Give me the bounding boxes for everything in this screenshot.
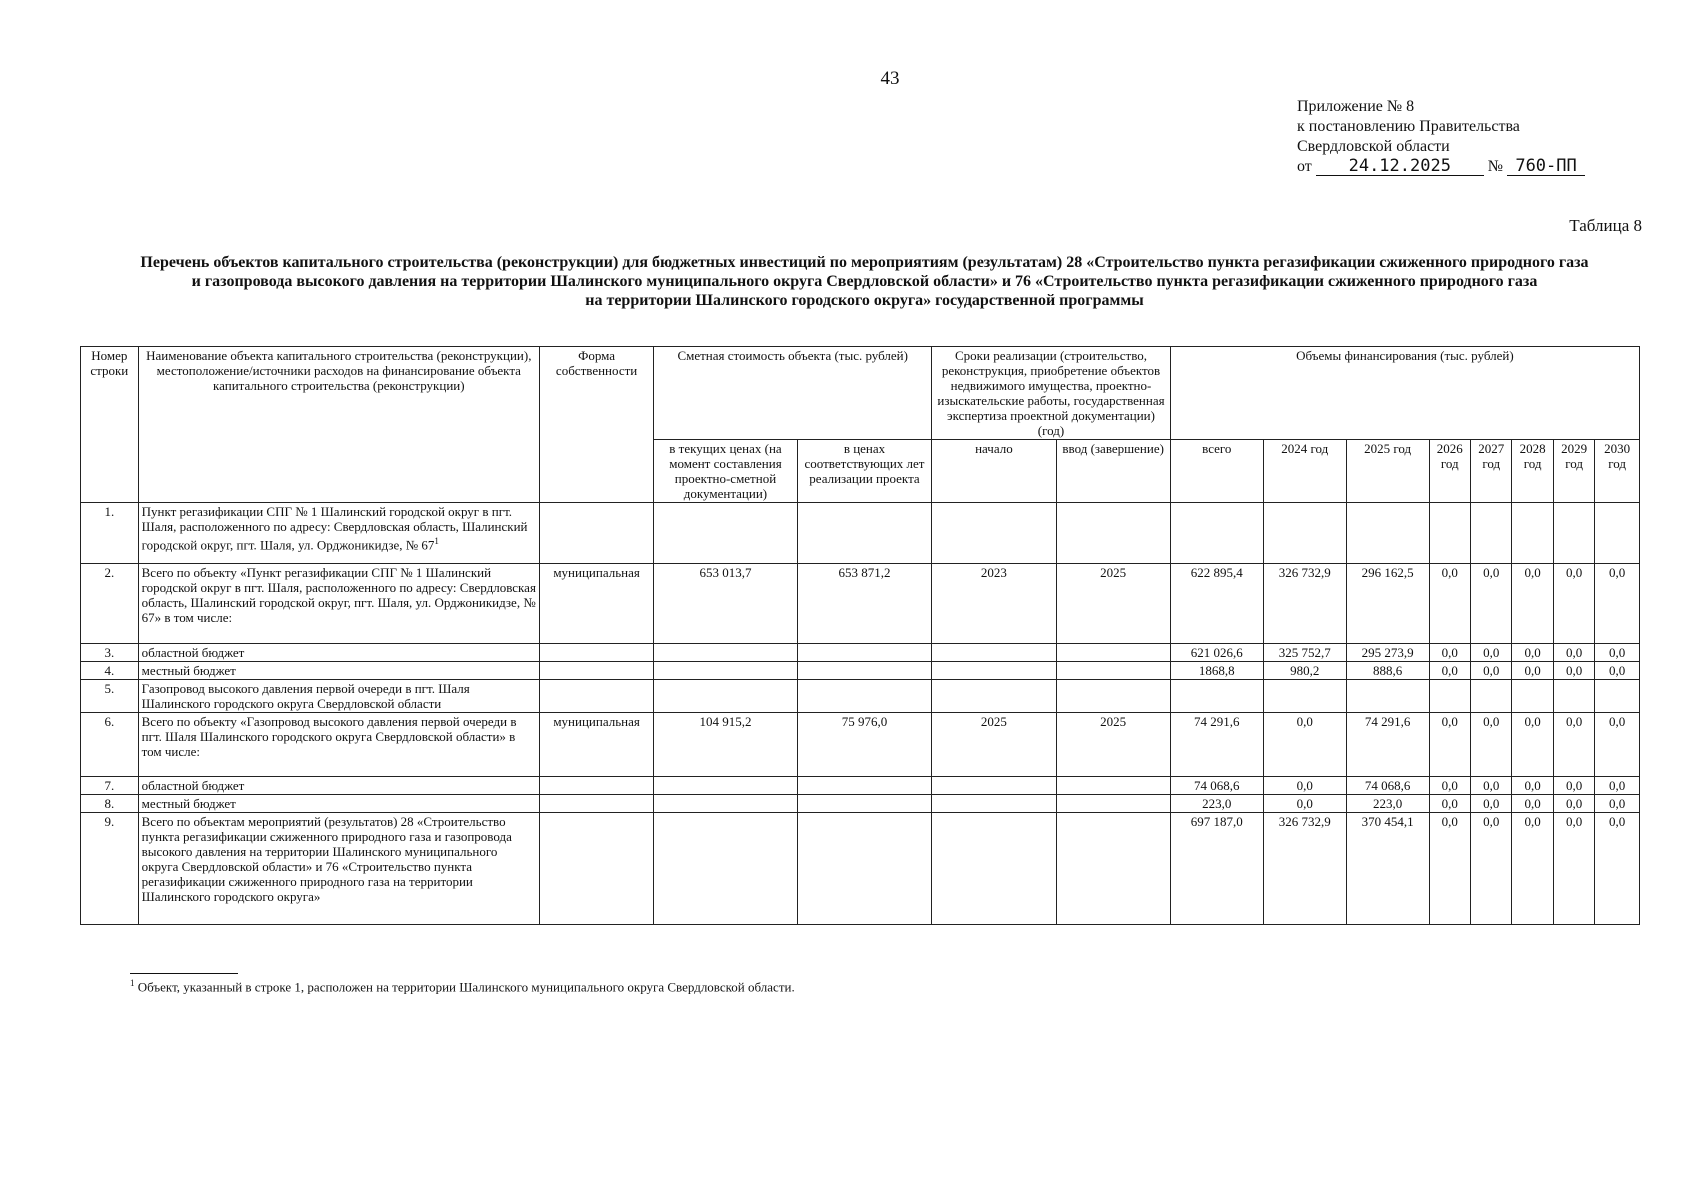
footnote-divider — [130, 973, 238, 974]
row-cost-current: 653 013,7 — [654, 564, 798, 644]
footnote — [130, 978, 795, 995]
row-2027: 0,0 — [1471, 777, 1512, 795]
row-total: 697 187,0 — [1170, 813, 1263, 925]
row-end: 2025 — [1056, 713, 1170, 777]
row-2030 — [1595, 680, 1640, 713]
row-2027: 0,0 — [1471, 564, 1512, 644]
row-cost-years — [797, 503, 931, 564]
row-2024: 0,0 — [1263, 777, 1346, 795]
row-2028: 0,0 — [1512, 795, 1553, 813]
table-label: Таблица 8 — [1569, 216, 1642, 235]
row-number: 1. — [81, 503, 139, 564]
row-2027: 0,0 — [1471, 795, 1512, 813]
table-row — [81, 662, 1640, 680]
row-number: 8. — [81, 795, 139, 813]
row-2029: 0,0 — [1553, 713, 1594, 777]
row-2024: 326 732,9 — [1263, 813, 1346, 925]
header-current-prices: в текущих ценах (на момент составления проектно-сметной документации) — [654, 440, 798, 503]
row-2030: 0,0 — [1595, 795, 1640, 813]
row-number: 7. — [81, 777, 139, 795]
row-cost-current — [654, 644, 798, 662]
header-2027: 2027 год — [1471, 440, 1512, 503]
row-cost-years — [797, 795, 931, 813]
table-row — [81, 713, 1640, 777]
row-cost-years — [797, 644, 931, 662]
header-estimated-cost: Сметная стоимость объекта (тыс. рублей) — [654, 347, 932, 440]
row-2030: 0,0 — [1595, 813, 1640, 925]
row-end — [1056, 813, 1170, 925]
row-2026: 0,0 — [1429, 777, 1470, 795]
row-start — [932, 813, 1056, 925]
row-name: Всего по объекту «Пункт регазификации СПГ № 1 Шалинский городской округ в пгт. Шаля, расположенного по адресу: Свердловская область, Шалинский городской округ, пгт. Шаля, ул. Орджоникидзе, № 67» в том числе: — [138, 564, 539, 644]
row-ownership — [539, 680, 653, 713]
row-2030: 0,0 — [1595, 662, 1640, 680]
row-cost-years — [797, 777, 931, 795]
row-2028 — [1512, 680, 1553, 713]
header-2028: 2028 год — [1512, 440, 1553, 503]
row-end — [1056, 795, 1170, 813]
row-total: 1868,8 — [1170, 662, 1263, 680]
row-2026 — [1429, 503, 1470, 564]
row-2029: 0,0 — [1553, 564, 1594, 644]
table-row — [81, 564, 1640, 644]
row-2026: 0,0 — [1429, 644, 1470, 662]
row-2025: 370 454,1 — [1346, 813, 1429, 925]
row-ownership — [539, 662, 653, 680]
row-cost-years — [797, 680, 931, 713]
footnote-mark: 1 — [130, 978, 135, 988]
appendix-block — [1297, 97, 1585, 177]
date-prefix: от — [1297, 158, 1312, 175]
row-2026 — [1429, 680, 1470, 713]
table-row — [81, 777, 1640, 795]
row-2029 — [1553, 503, 1594, 564]
row-cost-current — [654, 503, 798, 564]
row-2028: 0,0 — [1512, 662, 1553, 680]
footnote-text: Объект, указанный в строке 1, расположен на территории Шалинского муниципального округа Свердловской области. — [137, 979, 795, 995]
title-line-3: на территории Шалинского городского округа» государственной программы — [585, 292, 1144, 309]
row-ownership — [539, 503, 653, 564]
row-2025: 223,0 — [1346, 795, 1429, 813]
header-2025: 2025 год — [1346, 440, 1429, 503]
row-cost-current — [654, 813, 798, 925]
header-2026: 2026 год — [1429, 440, 1470, 503]
row-total: 74 068,6 — [1170, 777, 1263, 795]
row-2027: 0,0 — [1471, 813, 1512, 925]
header-total: всего — [1170, 440, 1263, 503]
row-name: областной бюджет — [138, 644, 539, 662]
row-name: Пункт регазификации СПГ № 1 Шалинский городской округ в пгт. Шаля, расположенного по адресу: Свердловская область, Шалинский городской округ, пгт. Шаля, ул. Орджоникидзе, № $67^1$ — [138, 503, 539, 564]
row-cost-years — [797, 813, 931, 925]
row-start — [932, 777, 1056, 795]
row-2024: 325 752,7 — [1263, 644, 1346, 662]
row-name: Газопровод высокого давления первой очереди в пгт. Шаля Шалинского городского округа Свердловской области — [138, 680, 539, 713]
header-row-1 — [81, 347, 1640, 440]
row-2028: 0,0 — [1512, 777, 1553, 795]
row-name: Всего по объекту «Газопровод высокого давления первой очереди в пгт. Шаля Шалинского городского округа Свердловской области» в том числе: — [138, 713, 539, 777]
row-name: местный бюджет — [138, 795, 539, 813]
row-2026: 0,0 — [1429, 713, 1470, 777]
row-2029: 0,0 — [1553, 795, 1594, 813]
appendix-line-3: Свердловской области — [1297, 138, 1450, 155]
row-2029 — [1553, 680, 1594, 713]
row-total — [1170, 503, 1263, 564]
row-2028: 0,0 — [1512, 564, 1553, 644]
row-end — [1056, 644, 1170, 662]
row-2026: 0,0 — [1429, 813, 1470, 925]
document-title — [72, 253, 1657, 310]
row-end: 2025 — [1056, 564, 1170, 644]
header-name: Наименование объекта капитального строительства (реконструкции), местоположение/источники расходов на финансирование объекта капитального строительства (реконструкции) — [138, 347, 539, 503]
row-2026: 0,0 — [1429, 662, 1470, 680]
row-2030: 0,0 — [1595, 644, 1640, 662]
table-row — [81, 813, 1640, 925]
row-2025: 74 291,6 — [1346, 713, 1429, 777]
row-total: 622 895,4 — [1170, 564, 1263, 644]
row-2029: 0,0 — [1553, 644, 1594, 662]
table-row — [81, 795, 1640, 813]
row-number: 5. — [81, 680, 139, 713]
row-2025: 888,6 — [1346, 662, 1429, 680]
row-2029: 0,0 — [1553, 662, 1594, 680]
row-2030: 0,0 — [1595, 564, 1640, 644]
row-number: 6. — [81, 713, 139, 777]
row-total: 223,0 — [1170, 795, 1263, 813]
row-ownership — [539, 795, 653, 813]
row-cost-current — [654, 795, 798, 813]
row-ownership — [539, 644, 653, 662]
number-prefix: № — [1487, 158, 1504, 175]
row-cost-years: 653 871,2 — [797, 564, 931, 644]
table-body — [81, 503, 1640, 925]
appendix-line-1: Приложение № 8 — [1297, 98, 1415, 115]
row-2026: 0,0 — [1429, 795, 1470, 813]
footnote-mark: 1 — [434, 536, 439, 546]
row-cost-current: 104 915,2 — [654, 713, 798, 777]
resolution-number: 760-ПП — [1507, 157, 1585, 176]
resolution-date: 24.12.2025 — [1316, 157, 1484, 176]
row-2024: 326 732,9 — [1263, 564, 1346, 644]
row-start — [932, 795, 1056, 813]
row-2028: 0,0 — [1512, 713, 1553, 777]
row-start — [932, 644, 1056, 662]
row-2024: 0,0 — [1263, 713, 1346, 777]
row-2024 — [1263, 680, 1346, 713]
row-ownership — [539, 813, 653, 925]
row-cost-current — [654, 777, 798, 795]
row-2025: 296 162,5 — [1346, 564, 1429, 644]
row-cost-current — [654, 680, 798, 713]
row-2027: 0,0 — [1471, 713, 1512, 777]
row-name: областной бюджет — [138, 777, 539, 795]
row-2028: 0,0 — [1512, 644, 1553, 662]
header-funding: Объемы финансирования (тыс. рублей) — [1170, 347, 1639, 440]
row-2027: 0,0 — [1471, 662, 1512, 680]
row-2030: 0,0 — [1595, 713, 1640, 777]
page-number: 43 — [880, 68, 900, 89]
row-2025: 74 068,6 — [1346, 777, 1429, 795]
table-row — [81, 680, 1640, 713]
header-project-years-prices: в ценах соответствующих лет реализации проекта — [797, 440, 931, 503]
appendix-date-line — [1297, 157, 1585, 177]
row-2025: 295 273,9 — [1346, 644, 1429, 662]
row-cost-years — [797, 662, 931, 680]
row-cost-current — [654, 662, 798, 680]
row-start: 2023 — [932, 564, 1056, 644]
title-line-1: Перечень объектов капитального строительства (реконструкции) для бюджетных инвестиций по мероприятиям (результатам) 28 «Строительство пункта регазификации сжиженного природного газа — [140, 254, 1589, 271]
row-2028: 0,0 — [1512, 813, 1553, 925]
row-end — [1056, 503, 1170, 564]
row-2030: 0,0 — [1595, 777, 1640, 795]
row-number: 2. — [81, 564, 139, 644]
row-number: 9. — [81, 813, 139, 925]
row-total: 621 026,6 — [1170, 644, 1263, 662]
row-2027: 0,0 — [1471, 644, 1512, 662]
header-end: ввод (завершение) — [1056, 440, 1170, 503]
row-2027 — [1471, 680, 1512, 713]
row-2024 — [1263, 503, 1346, 564]
row-2024: 0,0 — [1263, 795, 1346, 813]
header-2024: 2024 год — [1263, 440, 1346, 503]
row-name: Всего по объектам мероприятий (результатов) 28 «Строительство пункта регазификации сжиженного природного газа и газопровода высокого давления на территории Шалинского муниципального округа Свердловской области» и 76 «Строительство пункта регазификации сжиженного природного газа на территории Шалинского городского округа» — [138, 813, 539, 925]
row-2029: 0,0 — [1553, 777, 1594, 795]
row-2029: 0,0 — [1553, 813, 1594, 925]
row-end — [1056, 662, 1170, 680]
row-start: 2025 — [932, 713, 1056, 777]
row-2030 — [1595, 503, 1640, 564]
row-start — [932, 662, 1056, 680]
row-2025 — [1346, 503, 1429, 564]
row-2024: 980,2 — [1263, 662, 1346, 680]
header-row-number: Номер строки — [81, 347, 139, 503]
row-2025 — [1346, 680, 1429, 713]
row-2027 — [1471, 503, 1512, 564]
header-start: начало — [932, 440, 1056, 503]
header-2030: 2030 год — [1595, 440, 1640, 503]
header-periods: Сроки реализации (строительство, реконструкция, приобретение объектов недвижимого имущества, проектно-изыскательские работы, государственная экспертиза проектной документации) (год) — [932, 347, 1171, 440]
row-total — [1170, 680, 1263, 713]
header-ownership: Форма собственности — [539, 347, 653, 503]
appendix-line-2: к постановлению Правительства — [1297, 118, 1520, 135]
row-ownership — [539, 777, 653, 795]
title-line-2: и газопровода высокого давления на территории Шалинского муниципального округа Свердловской области» и 76 «Строительство пункта регазификации сжиженного природного газа — [191, 273, 1538, 290]
row-cost-years: 75 976,0 — [797, 713, 931, 777]
row-name: местный бюджет — [138, 662, 539, 680]
row-end — [1056, 777, 1170, 795]
table-row — [81, 503, 1640, 564]
row-start — [932, 503, 1056, 564]
row-total: 74 291,6 — [1170, 713, 1263, 777]
table-row — [81, 644, 1640, 662]
row-number: 3. — [81, 644, 139, 662]
row-2026: 0,0 — [1429, 564, 1470, 644]
row-number: 4. — [81, 662, 139, 680]
row-2028 — [1512, 503, 1553, 564]
financing-table — [80, 346, 1640, 925]
row-ownership: муниципальная — [539, 564, 653, 644]
header-2029: 2029 год — [1553, 440, 1594, 503]
row-ownership: муниципальная — [539, 713, 653, 777]
row-end — [1056, 680, 1170, 713]
row-start — [932, 680, 1056, 713]
